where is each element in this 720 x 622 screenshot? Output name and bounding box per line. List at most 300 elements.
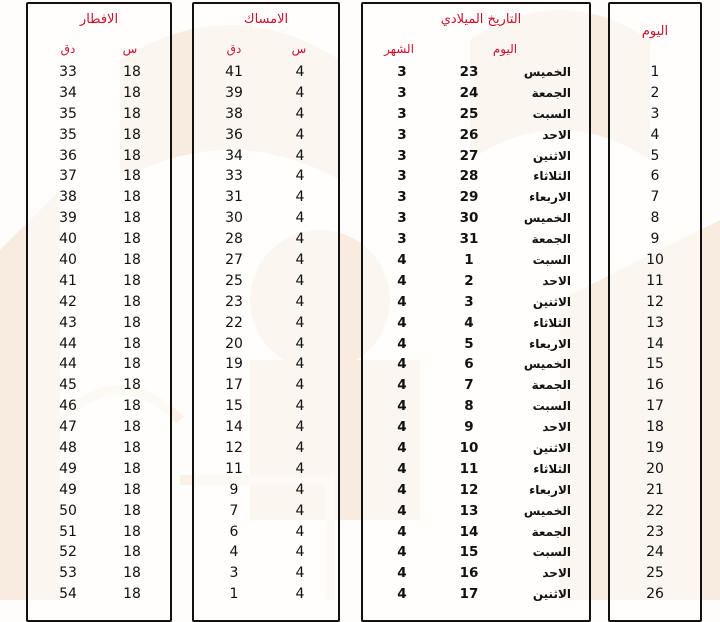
iftar-minute-cell: 40 xyxy=(59,231,77,248)
iftar-hour-cell: 18 xyxy=(123,377,141,394)
gregorian-day-cell: 31 xyxy=(459,231,479,248)
gregorian-title: التاريخ الميلادي xyxy=(440,12,522,27)
iftar-hour-cell: 18 xyxy=(123,314,141,331)
iftar-minute-cell: 50 xyxy=(59,502,77,519)
ramadan-day-cell: 21 xyxy=(646,481,664,498)
iftar-hour-cell: 18 xyxy=(123,398,141,415)
imsak-minute-cell: 1 xyxy=(229,586,239,603)
table-row xyxy=(194,166,338,187)
table-row xyxy=(194,584,338,605)
table-row xyxy=(28,125,170,146)
gregorian-day-cell: 4 xyxy=(464,314,474,331)
table-row xyxy=(194,522,338,543)
imsak-minute-cell: 30 xyxy=(225,210,243,227)
imsak-rows xyxy=(194,62,338,605)
table-row xyxy=(363,104,589,125)
imsak-minute-cell: 23 xyxy=(225,293,243,310)
gregorian-weekday-cell: الاثنين xyxy=(532,294,571,309)
table-row xyxy=(28,146,170,167)
gregorian-weekday-cell: السبت xyxy=(532,545,571,560)
table-row xyxy=(610,459,700,480)
gregorian-month-cell: 4 xyxy=(397,544,407,561)
imsak-minute-cell: 25 xyxy=(225,272,243,289)
imsak-minute-cell: 14 xyxy=(225,419,243,436)
table-row xyxy=(610,250,700,271)
gregorian-month-cell: 3 xyxy=(397,105,407,122)
gregorian-day-header: اليوم xyxy=(492,42,518,56)
table-row xyxy=(194,480,338,501)
gregorian-day-cell: 8 xyxy=(464,398,474,415)
gregorian-weekday-cell: الاربعاء xyxy=(529,336,571,351)
ramadan-day-cell: 17 xyxy=(646,398,664,415)
table-row xyxy=(610,584,700,605)
gregorian-day-cell: 23 xyxy=(459,64,479,80)
gregorian-month-cell: 3 xyxy=(397,64,407,80)
gregorian-weekday-cell: الاحد xyxy=(542,273,571,288)
table-row xyxy=(610,396,700,417)
imsak-minute-cell: 4 xyxy=(229,544,239,561)
imsak-hour-cell: 4 xyxy=(295,377,305,394)
gregorian-day-cell: 13 xyxy=(459,502,479,519)
table-row xyxy=(28,313,170,334)
table-row xyxy=(194,313,338,334)
table-row xyxy=(363,166,589,187)
table-row xyxy=(28,396,170,417)
table-row xyxy=(194,146,338,167)
gregorian-panel xyxy=(361,2,591,622)
gregorian-month-header: الشهر xyxy=(384,42,414,56)
table-row xyxy=(194,83,338,104)
imsak-hour-cell: 4 xyxy=(295,272,305,289)
ramadan-day-rows xyxy=(610,62,700,605)
iftar-minute-cell: 44 xyxy=(59,335,77,352)
imsak-minute-cell: 7 xyxy=(229,502,239,519)
gregorian-day-cell: 2 xyxy=(464,272,474,289)
ramadan-day-cell: 12 xyxy=(646,293,664,310)
ramadan-day-cell: 24 xyxy=(646,544,664,561)
table-row xyxy=(28,250,170,271)
table-row xyxy=(610,542,700,563)
gregorian-month-cell: 3 xyxy=(397,231,407,248)
iftar-hour-cell: 18 xyxy=(123,440,141,457)
table-row xyxy=(363,584,589,605)
imsak-minute-cell: 9 xyxy=(229,481,239,498)
gregorian-month-cell: 4 xyxy=(397,377,407,394)
iftar-hour-cell: 18 xyxy=(123,189,141,206)
table-row xyxy=(194,542,338,563)
ramadan-day-title: اليوم xyxy=(641,24,669,39)
iftar-hour-cell: 18 xyxy=(123,586,141,603)
imsak-panel xyxy=(192,2,340,622)
table-row xyxy=(610,208,700,229)
iftar-panel xyxy=(26,2,172,622)
table-row xyxy=(363,563,589,584)
ramadan-day-cell: 6 xyxy=(650,168,660,185)
imsak-minute-cell: 6 xyxy=(229,523,239,540)
gregorian-weekday-cell: الاحد xyxy=(542,127,571,142)
ramadan-day-panel xyxy=(608,2,702,622)
iftar-minute-cell: 36 xyxy=(59,147,77,164)
gregorian-weekday-cell: الخميس xyxy=(523,65,571,79)
gregorian-day-cell: 27 xyxy=(459,147,479,164)
gregorian-day-cell: 9 xyxy=(464,419,474,436)
iftar-hour-cell: 18 xyxy=(123,565,141,582)
imsak-hour-cell: 4 xyxy=(295,460,305,477)
imsak-minute-cell: 3 xyxy=(229,565,239,582)
table-row xyxy=(363,250,589,271)
ramadan-day-cell: 9 xyxy=(650,231,660,248)
iftar-minute-cell: 49 xyxy=(59,460,77,477)
table-row xyxy=(363,83,589,104)
table-row xyxy=(363,459,589,480)
ramadan-day-cell: 19 xyxy=(646,440,664,457)
table-row xyxy=(610,501,700,522)
gregorian-month-cell: 4 xyxy=(397,252,407,269)
table-row xyxy=(610,354,700,375)
ramadan-day-cell: 26 xyxy=(646,586,664,603)
table-row xyxy=(610,292,700,313)
iftar-hour-cell: 18 xyxy=(123,544,141,561)
iftar-hour-cell: 18 xyxy=(123,84,141,101)
gregorian-day-cell: 30 xyxy=(459,210,479,227)
table-row xyxy=(28,459,170,480)
gregorian-month-cell: 3 xyxy=(397,147,407,164)
imsak-minute-cell: 15 xyxy=(225,398,243,415)
gregorian-month-cell: 4 xyxy=(397,586,407,603)
gregorian-month-cell: 4 xyxy=(397,419,407,436)
gregorian-day-cell: 12 xyxy=(459,481,479,498)
table-row xyxy=(28,438,170,459)
iftar-minute-cell: 43 xyxy=(59,314,77,331)
ramadan-day-cell: 14 xyxy=(646,335,664,352)
imsak-hour-cell: 4 xyxy=(295,481,305,498)
gregorian-day-cell: 7 xyxy=(464,377,474,394)
iftar-minute-cell: 44 xyxy=(59,356,77,373)
iftar-minute-cell: 37 xyxy=(59,168,77,185)
table-row xyxy=(610,375,700,396)
table-row xyxy=(194,501,338,522)
table-row xyxy=(194,438,338,459)
table-row xyxy=(363,542,589,563)
imsak-hour-cell: 4 xyxy=(295,398,305,415)
gregorian-day-cell: 10 xyxy=(459,440,479,457)
gregorian-weekday-cell: الخميس xyxy=(523,211,571,226)
gregorian-month-cell: 4 xyxy=(397,565,407,582)
iftar-hour-cell: 18 xyxy=(123,231,141,248)
table-row xyxy=(363,313,589,334)
iftar-hour-cell: 18 xyxy=(123,147,141,164)
gregorian-month-cell: 4 xyxy=(397,460,407,477)
imsak-minute-cell: 20 xyxy=(225,335,243,352)
iftar-minute-cell: 47 xyxy=(59,419,77,436)
ramadan-day-cell: 4 xyxy=(650,126,660,143)
imsak-minute-cell: 19 xyxy=(225,356,243,373)
imsak-hour-cell: 4 xyxy=(295,147,305,164)
table-row xyxy=(610,480,700,501)
iftar-rows xyxy=(28,62,170,605)
table-row xyxy=(363,62,589,83)
ramadan-day-cell: 5 xyxy=(650,147,660,164)
imsak-hour-cell: 4 xyxy=(295,544,305,561)
ramadan-day-cell: 10 xyxy=(646,252,664,269)
gregorian-day-cell: 16 xyxy=(459,565,479,582)
table-row xyxy=(28,104,170,125)
gregorian-weekday-cell: السبت xyxy=(532,253,571,268)
gregorian-day-cell: 26 xyxy=(459,126,479,143)
gregorian-weekday-cell: الثلاثاء xyxy=(533,169,571,184)
gregorian-month-cell: 4 xyxy=(397,398,407,415)
imsak-hour-cell: 4 xyxy=(295,210,305,227)
table-row xyxy=(363,480,589,501)
imsak-hour-cell: 4 xyxy=(295,440,305,457)
gregorian-day-cell: 5 xyxy=(464,335,474,352)
gregorian-month-cell: 4 xyxy=(397,523,407,540)
iftar-minute-cell: 35 xyxy=(59,105,77,122)
iftar-minute-cell: 40 xyxy=(59,252,77,269)
gregorian-day-cell: 15 xyxy=(459,544,479,561)
gregorian-month-cell: 3 xyxy=(397,189,407,206)
table-row xyxy=(610,125,700,146)
table-row xyxy=(194,563,338,584)
table-row xyxy=(610,438,700,459)
ramadan-day-cell: 11 xyxy=(646,272,664,289)
gregorian-weekday-cell: الجمعة xyxy=(531,85,571,100)
table-row xyxy=(194,354,338,375)
gregorian-weekday-cell: الجمعة xyxy=(531,378,571,393)
table-row xyxy=(194,62,338,83)
ramadan-day-cell: 7 xyxy=(650,189,660,206)
iftar-minute-cell: 45 xyxy=(59,377,77,394)
table-row xyxy=(28,584,170,605)
ramadan-day-cell: 22 xyxy=(646,502,664,519)
table-row xyxy=(610,229,700,250)
gregorian-month-cell: 3 xyxy=(397,210,407,227)
table-row xyxy=(28,542,170,563)
iftar-hour-cell: 18 xyxy=(123,460,141,477)
gregorian-day-cell: 28 xyxy=(459,168,479,185)
imsak-minute-cell: 22 xyxy=(225,314,243,331)
iftar-hour-cell: 18 xyxy=(123,252,141,269)
iftar-minute-cell: 39 xyxy=(59,210,77,227)
gregorian-weekday-cell: الجمعة xyxy=(531,524,571,539)
gregorian-day-cell: 14 xyxy=(459,523,479,540)
table-row xyxy=(28,271,170,292)
table-row xyxy=(363,146,589,167)
imsak-minute-cell: 17 xyxy=(225,377,243,394)
imsak-hour-cell: 4 xyxy=(295,84,305,101)
ramadan-day-cell: 2 xyxy=(650,84,660,101)
iftar-minute-cell: 52 xyxy=(59,544,77,561)
table-row xyxy=(28,62,170,83)
table-row xyxy=(194,125,338,146)
table-row xyxy=(194,229,338,250)
gregorian-weekday-cell: السبت xyxy=(532,399,571,414)
table-row xyxy=(28,480,170,501)
table-row xyxy=(194,187,338,208)
gregorian-month-cell: 4 xyxy=(397,356,407,373)
table-row xyxy=(194,250,338,271)
imsak-minute-cell: 34 xyxy=(225,147,243,164)
imsak-hour-cell: 4 xyxy=(295,335,305,352)
gregorian-weekday-cell: الاربعاء xyxy=(529,482,571,497)
iftar-minute-cell: 35 xyxy=(59,126,77,143)
gregorian-weekday-cell: الاثنين xyxy=(532,148,571,163)
ramadan-day-cell: 15 xyxy=(646,356,664,373)
imsak-hour-cell: 4 xyxy=(295,64,305,80)
imsak-minute-cell: 28 xyxy=(225,231,243,248)
table-row xyxy=(28,501,170,522)
iftar-hour-cell: 18 xyxy=(123,126,141,143)
table-row xyxy=(28,208,170,229)
gregorian-month-cell: 4 xyxy=(397,440,407,457)
gregorian-weekday-cell: الاربعاء xyxy=(529,190,571,205)
table-row xyxy=(194,396,338,417)
table-row xyxy=(363,522,589,543)
iftar-hour-header: س xyxy=(122,42,138,56)
imsak-minute-cell: 36 xyxy=(225,126,243,143)
iftar-minute-header: دق xyxy=(60,42,76,56)
gregorian-month-cell: 4 xyxy=(397,272,407,289)
table-row xyxy=(28,334,170,355)
table-row xyxy=(363,125,589,146)
table-row xyxy=(363,438,589,459)
imsak-minute-header: دق xyxy=(226,42,242,56)
imsak-hour-cell: 4 xyxy=(295,231,305,248)
table-row xyxy=(363,229,589,250)
table-row xyxy=(610,271,700,292)
table-row xyxy=(194,459,338,480)
iftar-hour-cell: 18 xyxy=(123,481,141,498)
imsak-hour-cell: 4 xyxy=(295,189,305,206)
table-row xyxy=(610,166,700,187)
table-row xyxy=(610,187,700,208)
table-row xyxy=(610,83,700,104)
imsak-hour-cell: 4 xyxy=(295,168,305,185)
table-row xyxy=(610,563,700,584)
iftar-minute-cell: 51 xyxy=(59,523,77,540)
iftar-hour-cell: 18 xyxy=(123,168,141,185)
table-row xyxy=(610,334,700,355)
gregorian-weekday-cell: الثلاثاء xyxy=(533,461,571,476)
table-row xyxy=(363,187,589,208)
gregorian-weekday-cell: الاثنين xyxy=(532,441,571,456)
imsak-hour-cell: 4 xyxy=(295,586,305,603)
iftar-title: الافطار xyxy=(79,12,119,27)
ramadan-day-cell: 8 xyxy=(650,210,660,227)
gregorian-day-cell: 29 xyxy=(459,189,479,206)
imsak-hour-cell: 4 xyxy=(295,105,305,122)
gregorian-month-cell: 4 xyxy=(397,335,407,352)
imsak-minute-cell: 38 xyxy=(225,105,243,122)
imsak-hour-cell: 4 xyxy=(295,314,305,331)
iftar-hour-cell: 18 xyxy=(123,272,141,289)
iftar-hour-cell: 18 xyxy=(123,210,141,227)
imsak-hour-cell: 4 xyxy=(295,126,305,143)
gregorian-weekday-cell: السبت xyxy=(532,106,571,121)
iftar-hour-cell: 18 xyxy=(123,293,141,310)
ramadan-day-cell: 18 xyxy=(646,419,664,436)
gregorian-weekday-cell: الخميس xyxy=(523,357,571,372)
table-row xyxy=(28,83,170,104)
table-row xyxy=(363,292,589,313)
imsak-hour-cell: 4 xyxy=(295,523,305,540)
table-row xyxy=(610,417,700,438)
ramadan-day-cell: 13 xyxy=(646,314,664,331)
imsak-minute-cell: 31 xyxy=(225,189,243,206)
table-row xyxy=(28,229,170,250)
gregorian-weekday-cell: الخميس xyxy=(523,503,571,518)
table-row xyxy=(194,417,338,438)
ramadan-day-cell: 20 xyxy=(646,460,664,477)
table-row xyxy=(28,166,170,187)
iftar-hour-cell: 18 xyxy=(123,502,141,519)
iftar-hour-cell: 18 xyxy=(123,419,141,436)
imsak-hour-cell: 4 xyxy=(295,356,305,373)
iftar-minute-cell: 41 xyxy=(59,272,77,289)
iftar-hour-cell: 18 xyxy=(123,105,141,122)
iftar-minute-cell: 34 xyxy=(59,84,77,101)
ramadan-day-cell: 25 xyxy=(646,565,664,582)
table-row xyxy=(194,104,338,125)
imsak-hour-cell: 4 xyxy=(295,252,305,269)
imsak-hour-cell: 4 xyxy=(295,293,305,310)
gregorian-weekday-cell: الجمعة xyxy=(531,232,571,247)
table-row xyxy=(363,501,589,522)
table-row xyxy=(28,522,170,543)
imsak-minute-cell: 12 xyxy=(225,440,243,457)
iftar-minute-cell: 42 xyxy=(59,293,77,310)
table-row xyxy=(194,208,338,229)
table-row xyxy=(28,187,170,208)
ramadan-day-cell: 16 xyxy=(646,377,664,394)
iftar-hour-cell: 18 xyxy=(123,523,141,540)
ramadan-day-cell: 3 xyxy=(650,105,660,122)
iftar-minute-cell: 48 xyxy=(59,440,77,457)
table-row xyxy=(194,375,338,396)
imsak-minute-cell: 39 xyxy=(225,84,243,101)
iftar-minute-cell: 38 xyxy=(59,189,77,206)
iftar-minute-cell: 49 xyxy=(59,481,77,498)
gregorian-day-cell: 25 xyxy=(459,105,479,122)
gregorian-month-cell: 3 xyxy=(397,168,407,185)
table-row xyxy=(610,313,700,334)
imsak-minute-cell: 41 xyxy=(225,64,243,80)
iftar-hour-cell: 18 xyxy=(123,356,141,373)
table-row xyxy=(28,354,170,375)
iftar-hour-cell: 18 xyxy=(123,64,141,80)
table-row xyxy=(363,354,589,375)
gregorian-month-cell: 4 xyxy=(397,314,407,331)
iftar-minute-cell: 46 xyxy=(59,398,77,415)
gregorian-day-cell: 3 xyxy=(464,293,474,310)
table-row xyxy=(28,375,170,396)
ramadan-day-cell: 1 xyxy=(650,64,660,80)
gregorian-day-cell: 17 xyxy=(459,586,479,603)
ramadan-day-cell: 23 xyxy=(646,523,664,540)
imsak-hour-cell: 4 xyxy=(295,502,305,519)
gregorian-month-cell: 3 xyxy=(397,84,407,101)
table-row xyxy=(28,563,170,584)
gregorian-day-cell: 24 xyxy=(459,84,479,101)
imsak-minute-cell: 33 xyxy=(225,168,243,185)
gregorian-weekday-cell: الاحد xyxy=(542,566,571,581)
imsak-hour-header: س xyxy=(291,42,307,56)
iftar-minute-cell: 54 xyxy=(59,586,77,603)
table-row xyxy=(610,522,700,543)
table-row xyxy=(610,104,700,125)
table-row xyxy=(363,334,589,355)
table-row xyxy=(363,417,589,438)
